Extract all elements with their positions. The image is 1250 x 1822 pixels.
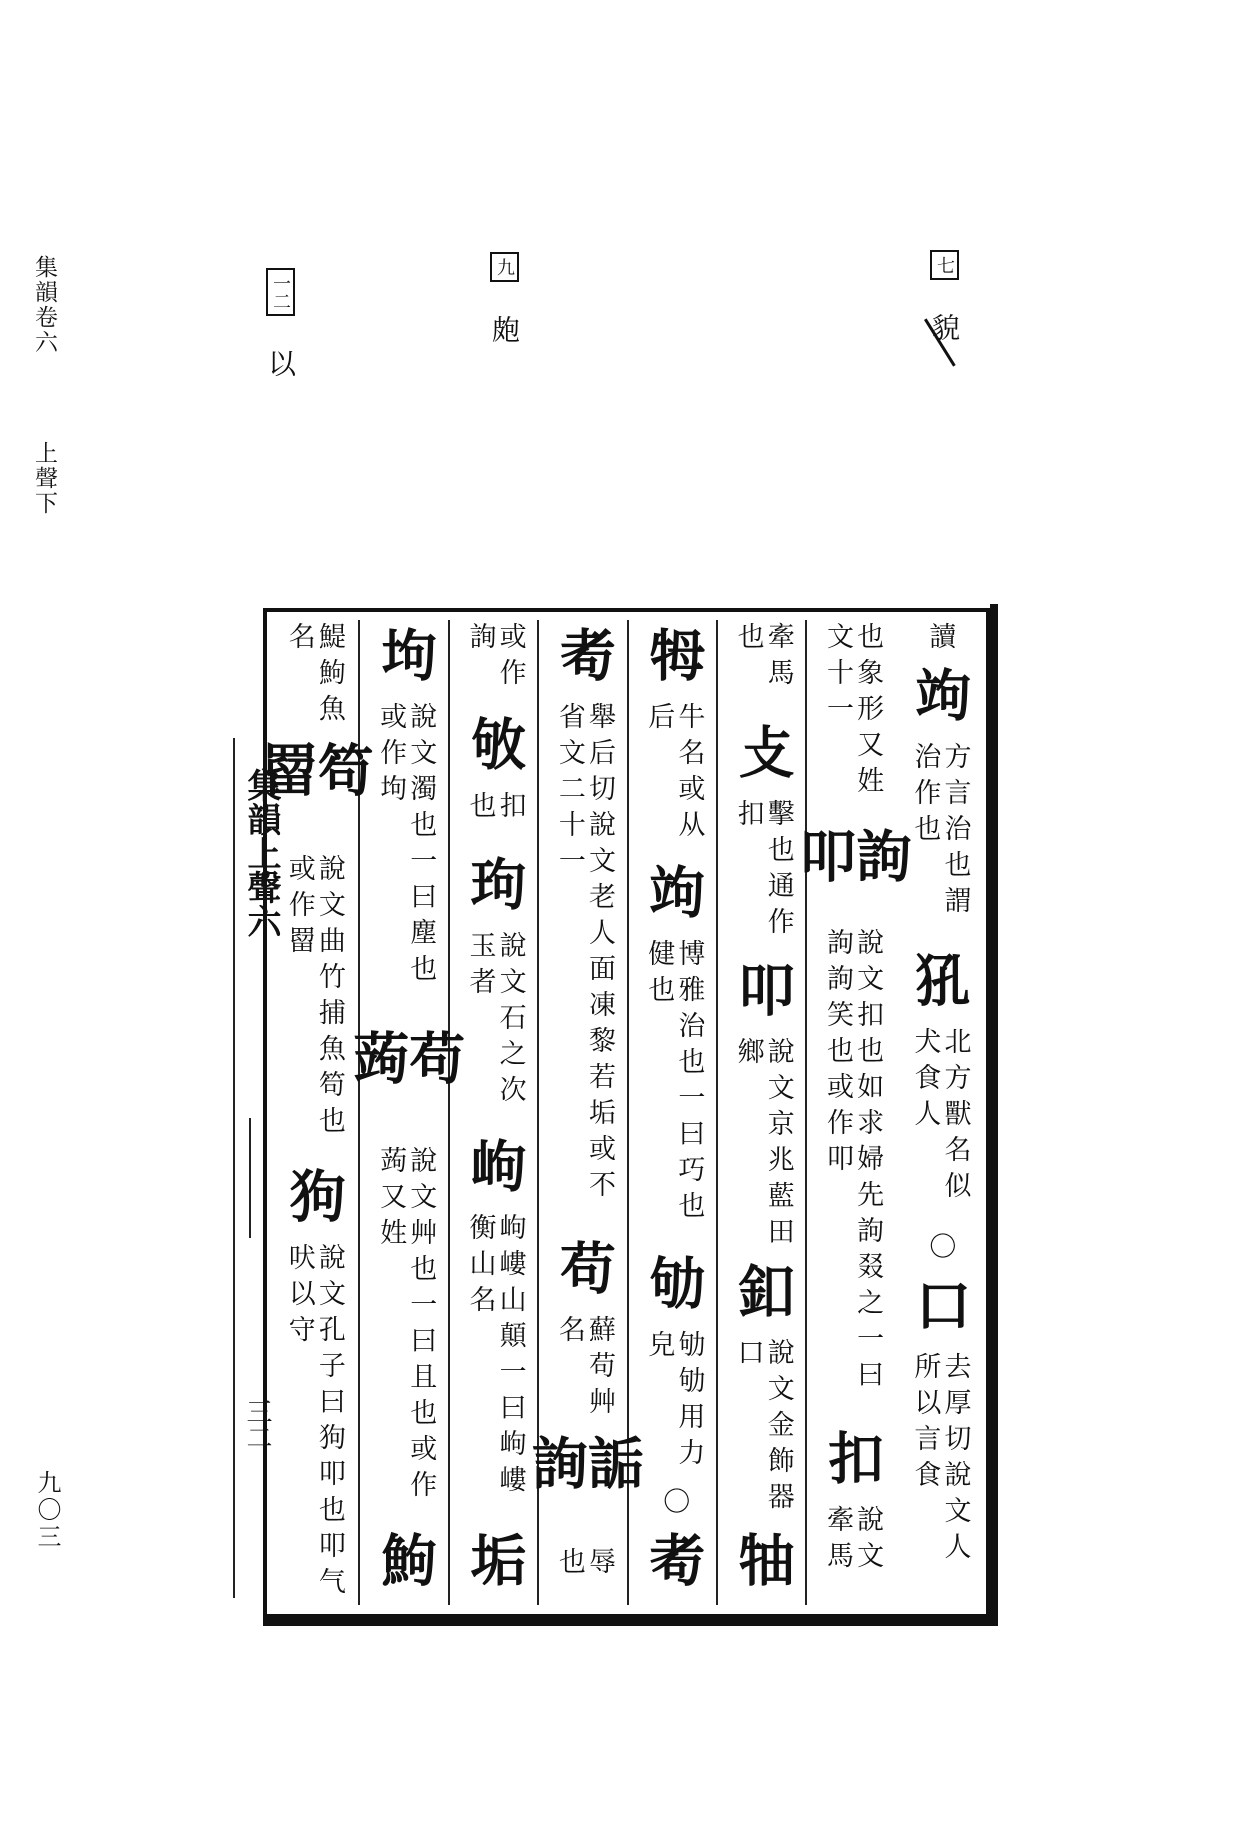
gloss-text: 去厚切說文人所以言食 (909, 1351, 971, 1568)
banxin-page: 三二 (242, 1398, 272, 1450)
note-mark: 七 (930, 250, 959, 280)
gloss-text: 扣也 (464, 790, 526, 827)
headword: 釦 (729, 1261, 796, 1330)
frame-border-bottom (263, 1618, 998, 1626)
gloss-text: 讀 (924, 622, 956, 658)
gloss-text: 岣嶁山顛一曰岣嶁衡山名 (464, 1212, 526, 1501)
gloss-text: 也象形又姓文十一 (821, 622, 884, 802)
banxin-title: 集韻上聲六 (241, 768, 281, 938)
gloss-text: 牛名或从后 (643, 702, 705, 846)
headword: 扣 (818, 1428, 885, 1497)
gloss-text: 方言治也謂治作也 (909, 742, 971, 922)
headword: 口 (906, 1275, 973, 1344)
note-7 (928, 250, 961, 341)
text-column (716, 620, 807, 1605)
note-text: 以 (264, 349, 297, 377)
text-column (448, 620, 539, 1605)
note-9 (488, 252, 521, 343)
running-head (28, 255, 61, 516)
gloss-text: 辱也 (553, 1547, 616, 1584)
note-text: 貌 (928, 313, 961, 341)
gloss-text: 說文艸也一曰且也或作蒟又姓 (375, 1146, 437, 1507)
gloss-text: 說文濁也一曰塵也或作坸 (375, 702, 437, 990)
headword: 竘 (906, 666, 973, 734)
headword: 玽 (461, 855, 528, 924)
gloss-text: 或作詢 (464, 622, 526, 694)
text-column (522, 620, 645, 1605)
headword: 狗 (280, 1166, 347, 1235)
gloss-text: 〇 (924, 1231, 956, 1268)
banxin (233, 738, 281, 1598)
running-head-section: 上聲下 (31, 441, 57, 516)
gloss-text: 說文孔子曰狗叩也叩气吠以守 (283, 1242, 345, 1603)
gloss-text: 北方獸名似犬食人 (909, 1026, 971, 1207)
headword: 耇 (550, 626, 617, 694)
headword: 笱罶 (252, 740, 375, 809)
gloss-text: 擊也通作扣 (732, 798, 794, 943)
gloss-text: 說文牽馬 (821, 1504, 884, 1577)
text-column (790, 620, 913, 1605)
gloss-text: 說文曲竹捕魚笱也或作罶 (283, 853, 345, 1142)
headword: 坸 (372, 626, 439, 694)
headword: 苟 (550, 1238, 617, 1307)
gloss-text: 說文扣也如求婦先訽叕之一曰訽訽笑也或作叩 (821, 928, 884, 1397)
headword: 牳 (640, 626, 707, 694)
headword: 敂 (461, 714, 528, 783)
headword: 耇 (640, 1531, 707, 1599)
headword: 牰 (729, 1531, 796, 1599)
gloss-text: 說文石之次玉者 (464, 931, 526, 1112)
note-mark: 九 (490, 252, 519, 282)
frame-border-right (990, 604, 998, 1622)
folio-number: 九〇三 (33, 1470, 61, 1551)
headword: 岣 (461, 1136, 528, 1205)
gloss-text: 劬劬用力皃 (643, 1329, 705, 1474)
gloss-text: 博雅治也一曰巧也健也 (643, 939, 705, 1228)
running-head-title: 集韻卷六 (31, 255, 57, 355)
headword: 苟蒟 (344, 1028, 467, 1097)
note-mark: 一二 (266, 268, 295, 316)
note-12 (264, 268, 297, 377)
gloss-text: 說文京兆藍田鄉 (732, 1037, 794, 1254)
headword: 劬 (640, 1253, 707, 1322)
gloss-text: 舉后切說文老人面凍黎若垢或不省文二十一 (553, 702, 616, 1206)
headword: 犼 (906, 950, 973, 1019)
gloss-text: 說文金飾器口 (732, 1337, 794, 1518)
headword: 竘 (640, 863, 707, 932)
text-column (895, 620, 984, 1605)
gloss-text: 蘚苟艸名 (553, 1314, 616, 1423)
headword: 詬詢 (522, 1434, 645, 1503)
gloss-text: 牽馬也 (732, 622, 794, 694)
woodblock-page (241, 608, 990, 1618)
headword: 叩 (729, 961, 796, 1030)
headword: 訽叩 (790, 827, 913, 895)
headword: 攴 (729, 722, 796, 791)
gloss-text: 〇 (658, 1487, 690, 1523)
gloss-text: 鯷鮈魚名 (283, 622, 345, 730)
note-text: 皰 (488, 315, 521, 343)
headword: 鮈 (372, 1531, 439, 1599)
headword: 垢 (461, 1531, 528, 1599)
